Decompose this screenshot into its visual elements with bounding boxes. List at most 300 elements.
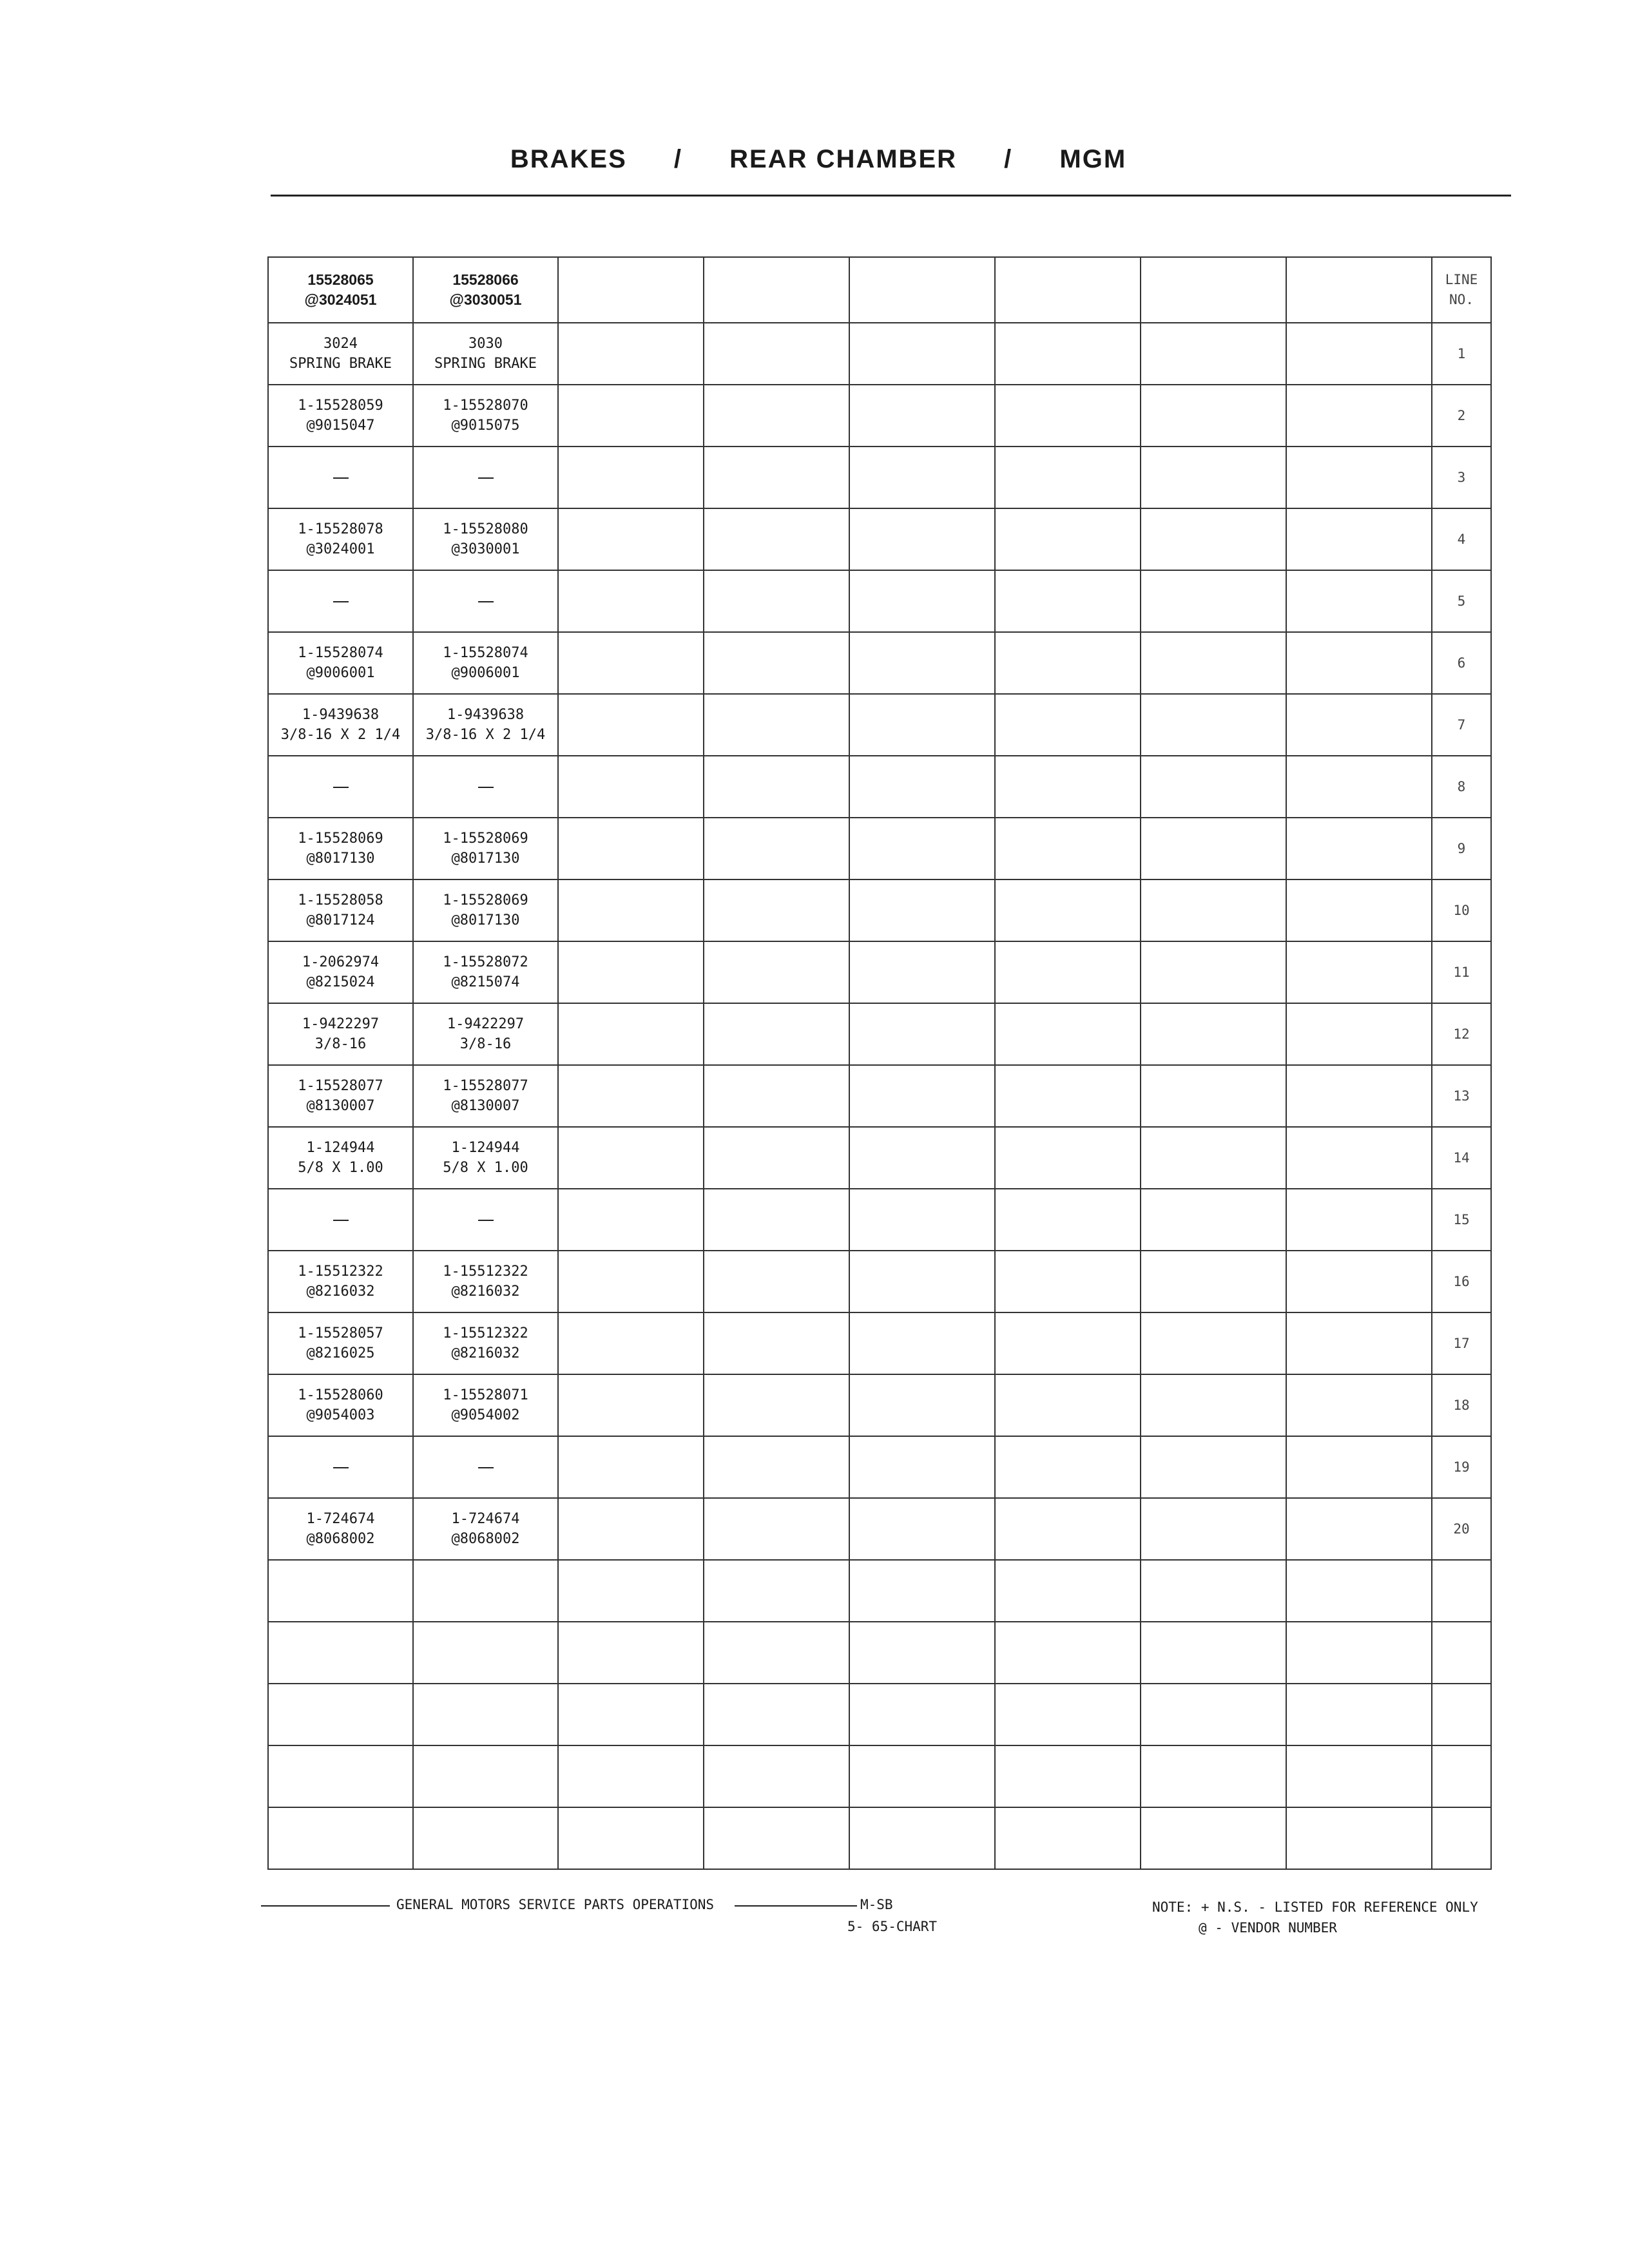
empty-cell	[1141, 385, 1286, 447]
empty-cell	[558, 257, 704, 323]
empty-cell	[704, 879, 849, 941]
footer-org: GENERAL MOTORS SERVICE PARTS OPERATIONS	[396, 1897, 715, 1912]
empty-cell	[1141, 1560, 1286, 1622]
empty-cell	[849, 323, 995, 385]
empty-cell	[558, 1127, 704, 1189]
line-number: 9	[1432, 818, 1491, 879]
empty-cell	[558, 1065, 704, 1127]
empty-cell	[558, 941, 704, 1003]
empty-cell	[558, 879, 704, 941]
empty-cell	[704, 1436, 849, 1498]
empty-cell	[849, 1127, 995, 1189]
part-detail: 3/8-16	[459, 1036, 512, 1052]
empty-cell	[1286, 694, 1432, 756]
part-number: 1-15528058	[298, 892, 383, 908]
part-detail: @8130007	[451, 1098, 520, 1114]
part-detail: @9006001	[306, 665, 375, 681]
empty-cell	[1286, 1622, 1432, 1684]
part-cell-col-2	[413, 385, 558, 447]
empty-cell	[558, 1374, 704, 1436]
part-number: 1-15528069	[298, 831, 383, 847]
part-cell-col-2	[413, 756, 558, 818]
part-detail: @8017124	[306, 912, 375, 928]
empty-cell	[413, 1622, 558, 1684]
empty-row	[268, 1807, 1491, 1869]
table-row	[268, 508, 1491, 570]
part-detail: @8216032	[451, 1345, 520, 1361]
part-number: 1-124944	[306, 1140, 375, 1156]
header-cell-col-1	[268, 257, 413, 323]
empty-cell	[558, 1807, 704, 1869]
part-detail: 3/8-16 X 2 1/4	[280, 727, 401, 743]
empty-cell	[995, 941, 1141, 1003]
part-number: 1-15528069	[443, 892, 528, 908]
part-cell-col-2	[413, 632, 558, 694]
part-cell-col-2	[413, 1251, 558, 1312]
not-used-dash	[269, 468, 412, 488]
part-cell-col-1	[268, 694, 413, 756]
empty-cell	[1432, 1684, 1491, 1745]
part-cell-col-1	[268, 941, 413, 1003]
empty-cell	[558, 632, 704, 694]
empty-cell	[268, 1745, 413, 1807]
empty-cell	[995, 1684, 1141, 1745]
empty-cell	[995, 1745, 1141, 1807]
empty-cell	[1141, 1127, 1286, 1189]
empty-cell	[995, 1189, 1141, 1251]
part-cell-col-1	[268, 1003, 413, 1065]
empty-cell	[849, 694, 995, 756]
table-row	[268, 323, 1491, 385]
footer-vendor-note: @ - VENDOR NUMBER	[1199, 1920, 1337, 1936]
table-row	[268, 385, 1491, 447]
line-number: 3	[1432, 447, 1491, 508]
empty-cell	[704, 1498, 849, 1560]
empty-cell	[558, 570, 704, 632]
empty-cell	[1141, 1374, 1286, 1436]
table-row	[268, 1498, 1491, 1560]
empty-cell	[995, 1560, 1141, 1622]
part-number: 3030	[468, 336, 503, 352]
empty-cell	[558, 1498, 704, 1560]
part-cell-col-2	[413, 818, 558, 879]
empty-cell	[1141, 694, 1286, 756]
empty-cell	[704, 1065, 849, 1127]
part-cell-col-1	[268, 1065, 413, 1127]
empty-cell	[704, 1684, 849, 1745]
empty-cell	[995, 1251, 1141, 1312]
part-number: 1-124944	[451, 1140, 520, 1156]
part-cell-col-1	[268, 570, 413, 632]
empty-cell	[1141, 508, 1286, 570]
part-cell-col-1	[268, 1189, 413, 1251]
empty-cell	[558, 756, 704, 818]
empty-cell	[704, 632, 849, 694]
part-cell-col-2	[413, 694, 558, 756]
table-row	[268, 879, 1491, 941]
header-part-number: 15528065	[307, 271, 374, 288]
empty-cell	[558, 1684, 704, 1745]
empty-cell	[849, 1560, 995, 1622]
part-number: 1-9439638	[447, 707, 525, 723]
part-cell-col-1	[268, 1436, 413, 1498]
empty-cell	[1141, 879, 1286, 941]
empty-row	[268, 1622, 1491, 1684]
part-number: 1-9422297	[447, 1016, 525, 1032]
part-detail: @9054003	[306, 1407, 375, 1423]
line-number: 15	[1432, 1189, 1491, 1251]
dash-mark	[478, 477, 494, 479]
empty-cell	[558, 1189, 704, 1251]
empty-cell	[704, 447, 849, 508]
empty-cell	[1286, 1003, 1432, 1065]
empty-cell	[1141, 1684, 1286, 1745]
line-number: 4	[1432, 508, 1491, 570]
empty-cell	[995, 1065, 1141, 1127]
empty-row	[268, 1560, 1491, 1622]
empty-cell	[704, 385, 849, 447]
part-number: 1-15528074	[298, 645, 383, 661]
empty-cell	[558, 323, 704, 385]
empty-cell	[1141, 1251, 1286, 1312]
empty-cell	[1286, 1312, 1432, 1374]
table-row	[268, 694, 1491, 756]
empty-cell	[849, 1745, 995, 1807]
chart-header-row	[268, 257, 1491, 323]
empty-cell	[1286, 879, 1432, 941]
empty-cell	[704, 1189, 849, 1251]
dash-mark	[333, 1467, 349, 1468]
empty-cell	[995, 694, 1141, 756]
line-number: 17	[1432, 1312, 1491, 1374]
line-number: 2	[1432, 385, 1491, 447]
empty-cell	[995, 447, 1141, 508]
empty-cell	[1286, 1745, 1432, 1807]
empty-cell	[1286, 1684, 1432, 1745]
empty-cell	[995, 1127, 1141, 1189]
empty-cell	[849, 879, 995, 941]
empty-cell	[1286, 447, 1432, 508]
header-vendor-number: @3024051	[304, 291, 377, 308]
empty-cell	[995, 508, 1141, 570]
empty-cell	[995, 818, 1141, 879]
empty-cell	[1286, 632, 1432, 694]
part-detail: @8216032	[451, 1283, 520, 1300]
empty-cell	[704, 818, 849, 879]
part-detail: @8215074	[451, 974, 520, 990]
empty-cell	[1432, 1622, 1491, 1684]
part-number: 1-15512322	[443, 1264, 528, 1280]
line-number: 10	[1432, 879, 1491, 941]
empty-cell	[1286, 257, 1432, 323]
empty-cell	[558, 1251, 704, 1312]
empty-cell	[1141, 756, 1286, 818]
empty-cell	[1141, 447, 1286, 508]
part-cell-col-2	[413, 1312, 558, 1374]
part-detail: @3024001	[306, 541, 375, 557]
page-title	[271, 145, 1366, 174]
line-number: 6	[1432, 632, 1491, 694]
empty-cell	[995, 1498, 1141, 1560]
empty-cell	[849, 1807, 995, 1869]
part-detail: @9006001	[451, 665, 520, 681]
empty-cell	[1141, 1003, 1286, 1065]
line-number: 8	[1432, 756, 1491, 818]
part-number: 1-15512322	[443, 1325, 528, 1341]
empty-cell	[849, 447, 995, 508]
empty-cell	[704, 1622, 849, 1684]
line-number: 7	[1432, 694, 1491, 756]
empty-cell	[849, 632, 995, 694]
not-used-dash	[414, 591, 557, 611]
empty-cell	[849, 1498, 995, 1560]
table-row	[268, 570, 1491, 632]
empty-cell	[558, 1622, 704, 1684]
empty-cell	[413, 1745, 558, 1807]
empty-cell	[704, 756, 849, 818]
empty-cell	[849, 756, 995, 818]
dash-mark	[478, 601, 494, 602]
empty-cell	[1286, 1436, 1432, 1498]
footer-rule-left	[261, 1905, 390, 1907]
part-number: 1-15528077	[298, 1078, 383, 1094]
part-cell-col-1	[268, 385, 413, 447]
table-row	[268, 1374, 1491, 1436]
dash-mark	[333, 1220, 349, 1221]
parts-chart	[267, 256, 1492, 1870]
part-detail: @8130007	[306, 1098, 375, 1114]
empty-cell	[995, 385, 1141, 447]
empty-cell	[849, 1251, 995, 1312]
not-used-dash	[269, 1457, 412, 1477]
part-cell-col-2	[413, 1003, 558, 1065]
title-mgm: MGM	[1059, 145, 1127, 173]
part-detail: SPRING BRAKE	[434, 356, 537, 372]
part-number: 1-15528060	[298, 1387, 383, 1403]
empty-cell	[704, 1560, 849, 1622]
empty-cell	[1432, 1807, 1491, 1869]
not-used-dash	[414, 468, 557, 488]
part-cell-col-1	[268, 1374, 413, 1436]
part-number: 3024	[323, 336, 358, 352]
empty-cell	[1141, 1065, 1286, 1127]
empty-cell	[704, 1807, 849, 1869]
empty-cell	[995, 632, 1141, 694]
footer-rule-right	[735, 1905, 857, 1907]
empty-cell	[558, 1436, 704, 1498]
not-used-dash	[269, 1210, 412, 1230]
empty-cell	[1286, 570, 1432, 632]
footer-note: NOTE: + N.S. - LISTED FOR REFERENCE ONLY	[1152, 1899, 1478, 1915]
empty-cell	[1432, 1745, 1491, 1807]
empty-cell	[268, 1560, 413, 1622]
empty-cell	[1286, 1807, 1432, 1869]
empty-cell	[1286, 1251, 1432, 1312]
empty-cell	[413, 1684, 558, 1745]
line-number: 14	[1432, 1127, 1491, 1189]
empty-cell	[558, 385, 704, 447]
part-detail: @9015047	[306, 418, 375, 434]
part-cell-col-1	[268, 1127, 413, 1189]
dash-mark	[478, 1467, 494, 1468]
title-separator: /	[673, 145, 682, 173]
part-number: 1-9422297	[302, 1016, 380, 1032]
part-cell-col-2	[413, 570, 558, 632]
title-rear-chamber: REAR CHAMBER	[729, 145, 958, 173]
empty-cell	[1432, 1560, 1491, 1622]
part-detail: SPRING BRAKE	[289, 356, 392, 372]
empty-cell	[704, 1251, 849, 1312]
part-detail: @8215024	[306, 974, 375, 990]
part-detail: @3030001	[451, 541, 520, 557]
part-cell-col-2	[413, 508, 558, 570]
part-cell-col-2	[413, 1374, 558, 1436]
empty-cell	[1286, 385, 1432, 447]
empty-cell	[704, 1374, 849, 1436]
empty-cell	[1286, 941, 1432, 1003]
table-row	[268, 818, 1491, 879]
title-rule	[271, 195, 1511, 197]
empty-cell	[849, 385, 995, 447]
part-detail: 3/8-16 X 2 1/4	[425, 727, 546, 743]
part-cell-col-2	[413, 1498, 558, 1560]
empty-cell	[1141, 570, 1286, 632]
empty-cell	[995, 323, 1141, 385]
empty-cell	[558, 1003, 704, 1065]
part-number: 1-15528074	[443, 645, 528, 661]
empty-cell	[849, 508, 995, 570]
empty-cell	[268, 1622, 413, 1684]
part-cell-col-1	[268, 818, 413, 879]
dash-mark	[478, 1220, 494, 1221]
footer-code: M-SB	[860, 1897, 893, 1912]
empty-cell	[849, 818, 995, 879]
empty-cell	[558, 818, 704, 879]
empty-cell	[558, 1312, 704, 1374]
empty-cell	[1141, 941, 1286, 1003]
part-cell-col-2	[413, 1127, 558, 1189]
part-detail: @9054002	[451, 1407, 520, 1423]
not-used-dash	[269, 777, 412, 797]
empty-cell	[268, 1684, 413, 1745]
line-number: 12	[1432, 1003, 1491, 1065]
header-vendor-number: @3030051	[449, 291, 522, 308]
empty-cell	[995, 1622, 1141, 1684]
empty-cell	[1141, 1312, 1286, 1374]
not-used-dash	[414, 777, 557, 797]
empty-cell	[1286, 818, 1432, 879]
line-header-label: NO.	[1449, 292, 1474, 307]
part-number: 1-15528070	[443, 398, 528, 414]
empty-cell	[704, 1003, 849, 1065]
not-used-dash	[269, 591, 412, 611]
line-number: 18	[1432, 1374, 1491, 1436]
part-cell-col-1	[268, 447, 413, 508]
empty-cell	[1141, 1745, 1286, 1807]
chart-body	[268, 257, 1491, 1869]
empty-cell	[704, 508, 849, 570]
table-row	[268, 1065, 1491, 1127]
part-number: 1-15528071	[443, 1387, 528, 1403]
empty-cell	[1141, 1807, 1286, 1869]
empty-cell	[558, 1745, 704, 1807]
table-row	[268, 1312, 1491, 1374]
part-detail: @9015075	[451, 418, 520, 434]
part-detail: @8216025	[306, 1345, 375, 1361]
part-detail: @8017130	[451, 850, 520, 867]
empty-cell	[704, 694, 849, 756]
part-detail: 3/8-16	[314, 1036, 367, 1052]
empty-cell	[1141, 323, 1286, 385]
part-cell-col-1	[268, 508, 413, 570]
part-cell-col-2	[413, 323, 558, 385]
empty-cell	[268, 1807, 413, 1869]
dash-mark	[478, 787, 494, 788]
empty-cell	[1141, 1436, 1286, 1498]
part-cell-col-1	[268, 756, 413, 818]
table-row	[268, 1003, 1491, 1065]
part-number: 1-15528059	[298, 398, 383, 414]
part-cell-col-1	[268, 1251, 413, 1312]
empty-cell	[1141, 632, 1286, 694]
header-part-number: 15528066	[452, 271, 519, 288]
not-used-dash	[414, 1457, 557, 1477]
part-cell-col-1	[268, 632, 413, 694]
part-cell-col-1	[268, 1312, 413, 1374]
empty-cell	[849, 1312, 995, 1374]
part-cell-col-2	[413, 879, 558, 941]
part-cell-col-2	[413, 1189, 558, 1251]
part-number: 1-724674	[451, 1511, 520, 1527]
empty-cell	[1141, 1622, 1286, 1684]
table-row	[268, 632, 1491, 694]
empty-row	[268, 1745, 1491, 1807]
line-number: 19	[1432, 1436, 1491, 1498]
empty-cell	[704, 570, 849, 632]
empty-cell	[1286, 1065, 1432, 1127]
title-brakes: BRAKES	[510, 145, 627, 173]
empty-row	[268, 1684, 1491, 1745]
empty-cell	[849, 1684, 995, 1745]
part-number: 1-15528069	[443, 831, 528, 847]
empty-cell	[849, 1003, 995, 1065]
empty-cell	[995, 1312, 1141, 1374]
empty-cell	[1286, 1560, 1432, 1622]
part-detail: @8068002	[451, 1531, 520, 1547]
line-number-header	[1432, 257, 1491, 323]
empty-cell	[1286, 1127, 1432, 1189]
line-header-label: LINE	[1445, 272, 1478, 287]
part-detail: 5/8 X 1.00	[298, 1160, 383, 1176]
empty-cell	[849, 570, 995, 632]
empty-cell	[704, 941, 849, 1003]
part-cell-col-1	[268, 1498, 413, 1560]
empty-cell	[413, 1560, 558, 1622]
part-cell-col-1	[268, 879, 413, 941]
title-separator: /	[1004, 145, 1013, 173]
part-number: 1-15528078	[298, 521, 383, 537]
empty-cell	[704, 1745, 849, 1807]
empty-cell	[704, 1312, 849, 1374]
empty-cell	[1141, 257, 1286, 323]
part-cell-col-2	[413, 1065, 558, 1127]
empty-cell	[558, 508, 704, 570]
empty-cell	[558, 447, 704, 508]
part-number: 1-15528080	[443, 521, 528, 537]
empty-cell	[849, 1436, 995, 1498]
empty-cell	[849, 1189, 995, 1251]
dash-mark	[333, 787, 349, 788]
